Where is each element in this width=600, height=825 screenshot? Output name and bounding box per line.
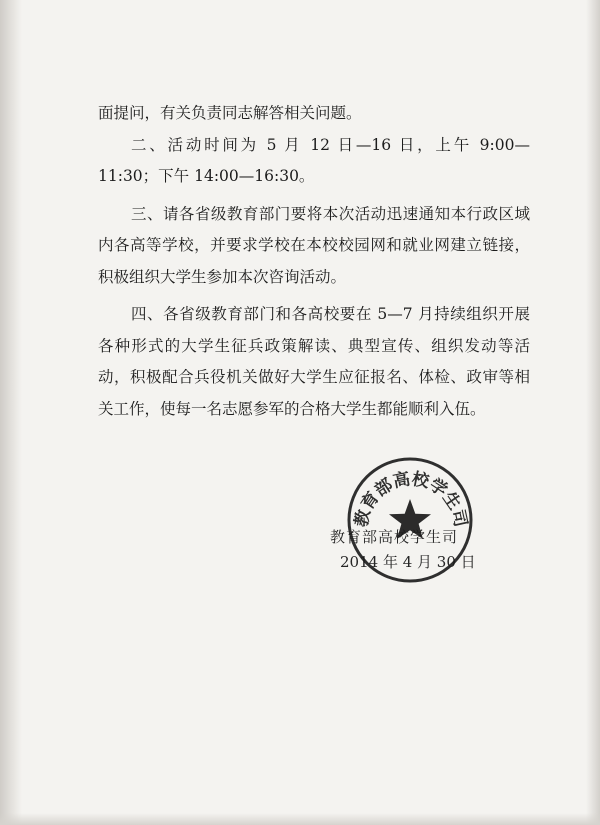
paragraph-recruitment-activities: 四、各省级教育部门和各高校要在 5—7 月持续组织开展各种形式的大学生征兵政策解读、典型宣传、组织发动等活动，积极配合兵役机关做好大学生应征报名、体检、政审等相关工作，使每一名志愿参军的合格大学生都能顺利入伍。 (98, 305, 530, 418)
scan-shadow-left (0, 0, 22, 825)
signature-date: 2014 年 4 月 30 日 (340, 553, 476, 571)
document-body (98, 98, 530, 425)
scan-shadow-right (586, 0, 600, 825)
signature-organization: 教育部高校学生司 (330, 528, 459, 546)
paragraph-notify-schools: 三、请各省级教育部门要将本次活动迅速通知本行政区域内各高等学校，并要求学校在本校校园网和就业网建立链接，积极组织大学生参加本次咨询活动。 (98, 204, 530, 286)
scan-shadow-bottom (0, 813, 600, 825)
seal-star (389, 499, 431, 539)
paragraph-continuation: 面提问，有关负责同志解答相关问题。 (98, 104, 362, 122)
seal-text: 教育部高校学生司 (351, 469, 471, 529)
paragraph-activity-time: 二、活动时间为 5 月 12 日—16 日，上午 9:00—11:30；下午 14:00—16:30。 (98, 135, 530, 185)
official-seal-icon (345, 455, 475, 585)
